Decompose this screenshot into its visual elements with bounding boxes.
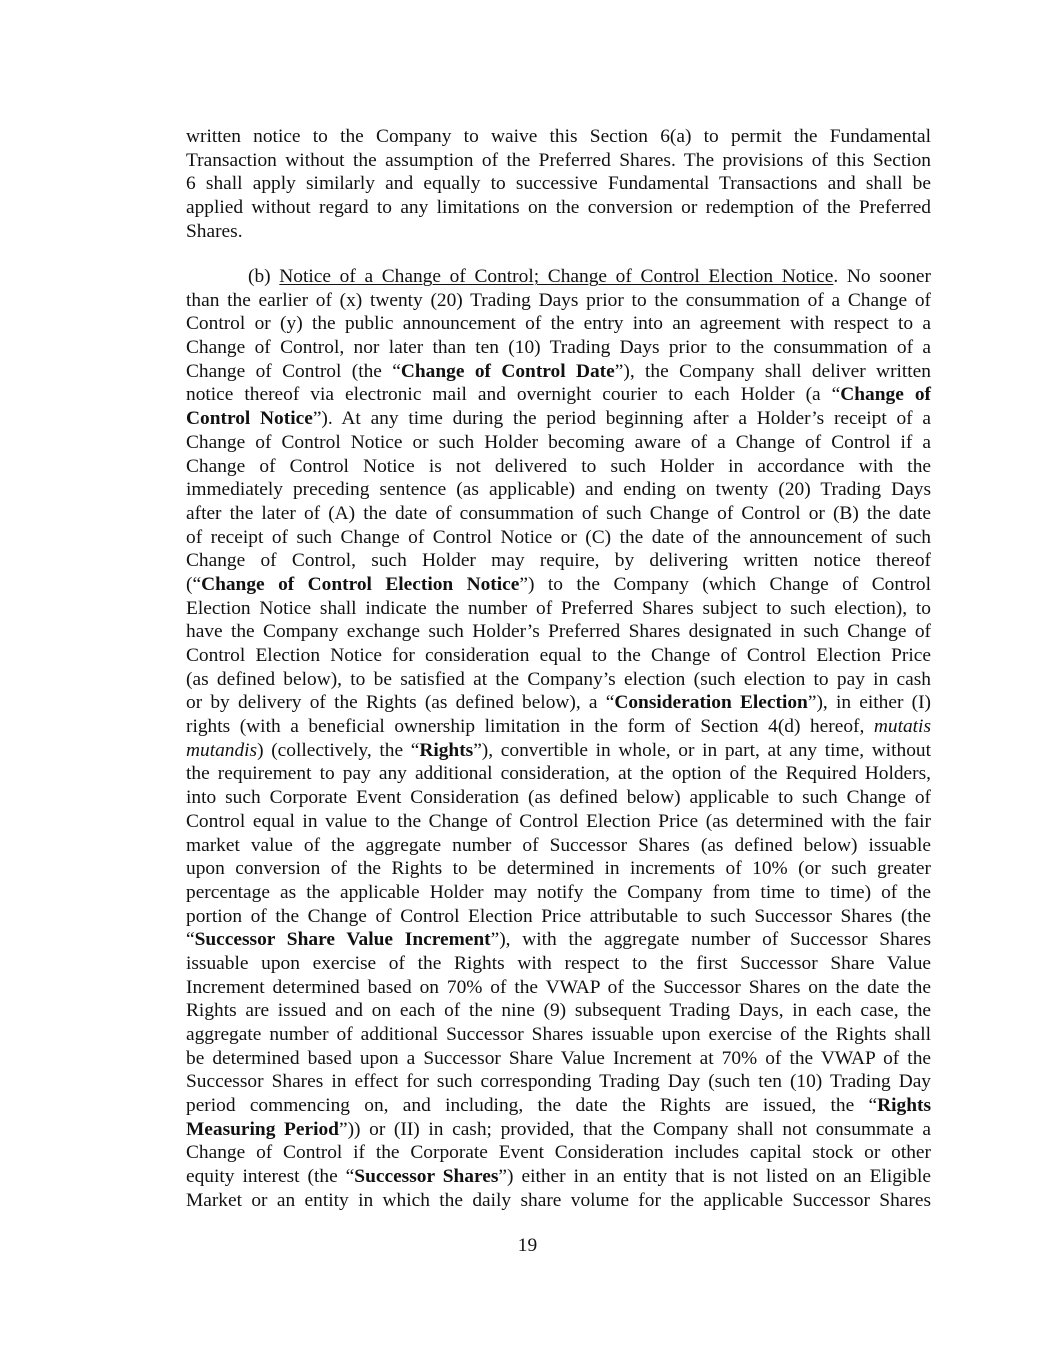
text-line: percentage as the applicable Holder may notify the Company from time to time) of the (186, 881, 931, 903)
text-run: ”). At any time during the period beginning after a Holder’s receipt of a (312, 408, 931, 430)
text-line (186, 928, 931, 952)
defined-term: Change of Control Date (400, 360, 615, 382)
defined-term: Rights (419, 739, 474, 761)
text-run: ”), the Company shall deliver written (614, 360, 931, 382)
text-line: have the Company exchange such Holder’s Preferred Shares designated in such Change of (186, 621, 931, 643)
text-run: ”), convertible in whole, or in part, at any time, without (473, 739, 931, 761)
text-run: ”)) or (II) in cash; provided, that the Company shall not consummate a (338, 1118, 931, 1140)
text-line: Shares. (186, 220, 243, 242)
paragraph-a-continuation (186, 125, 931, 243)
section-b-heading-line (186, 265, 931, 289)
text-line (186, 691, 931, 715)
text-line: Election Notice shall indicate the number of Preferred Shares subject to such election), to (186, 597, 931, 619)
text-line: (as defined below), to be satisfied at the Company’s election (such election to pay in cash (186, 668, 931, 690)
text-line: after the later of (A) the date of consummation of such Change of Control or (B) the date (186, 502, 931, 524)
text-run: equity interest (the “ (186, 1166, 355, 1188)
text-line: portion of the Change of Control Election Price attributable to such Successor Shares (the (186, 905, 931, 927)
text-line: upon conversion of the Rights to be determined in increments of 10% (or such greater (186, 858, 931, 880)
text-line (186, 739, 931, 763)
italic-term: mutatis (873, 716, 931, 738)
text-line: Control equal in value to the Change of Control Election Price (as determined with the fair (186, 810, 931, 832)
text-run: period commencing on, and including, the date the Rights are issued, the “ (186, 1095, 878, 1117)
defined-term: Successor Shares (354, 1166, 499, 1188)
text-line (186, 715, 931, 739)
text-line: Change of Control Notice is not delivered to such Holder in accordance with the (186, 455, 931, 477)
text-line: written notice to the Company to waive this Section 6(a) to permit the Fundamental (186, 126, 931, 147)
text-line: of receipt of such Change of Control Notice or (C) the date of the announcement of such (186, 526, 931, 548)
text-run: or by delivery of the Rights (as defined below), a “ (186, 692, 615, 714)
defined-term: Successor Share Value Increment (194, 929, 491, 951)
section-heading: Notice of a Change of Control; Change of Control Election Notice (279, 266, 834, 287)
italic-term: mutandis (186, 739, 258, 761)
defined-term: Consideration Election (614, 692, 808, 714)
text-line: be determined based upon a Successor Share Value Increment at 70% of the VWAP of the (186, 1047, 931, 1069)
text-run: ”), in either (I) (807, 692, 931, 714)
text-line: Control Election Notice for consideration equal to the Change of Control Election Price (186, 645, 931, 666)
text-run: ”) to the Company (which Change of Control (519, 573, 931, 595)
text-line: market value of the aggregate number of Successor Shares (as defined below) issuable (186, 834, 931, 856)
text-line: Increment determined based on 70% of the VWAP of the Successor Shares on the date the (186, 976, 931, 998)
text-line: Rights are issued and on each of the nine (9) subsequent Trading Days, in each case, the (186, 1000, 931, 1022)
text-line: 6 shall apply similarly and equally to successive Fundamental Transactions and shall be (186, 173, 931, 195)
text-line (186, 407, 931, 431)
text-line: aggregate number of additional Successor Shares issuable upon exercise of the Rights shall (186, 1024, 931, 1045)
text-line: Change of Control, such Holder may require, by delivering written notice thereof (186, 550, 931, 572)
text-run: . No sooner (833, 266, 931, 287)
text-line: applied without regard to any limitations on the conversion or redemption of the Preferred (186, 197, 931, 219)
text-run: (“ (186, 573, 202, 595)
defined-term: Rights (877, 1095, 931, 1117)
text-line: than the earlier of (x) twenty (20) Trading Days prior to the consummation of a Change of (186, 289, 931, 311)
defined-term: Measuring Period (186, 1118, 339, 1140)
text-line: Change of Control Notice or such Holder becoming aware of a Change of Control if a (186, 431, 931, 453)
defined-term: Change of Control Election Notice (201, 573, 520, 595)
text-run: notice thereof via electronic mail and overnight courier to each Holder (a “ (186, 384, 841, 406)
text-line (186, 573, 931, 597)
text-run: ”) either in an entity that is not listed on an Eligible (498, 1166, 932, 1188)
text-line: the requirement to pay any additional consideration, at the option of the Required Holders, (186, 763, 931, 785)
text-line: Market or an entity in which the daily share volume for the applicable Successor Shares (186, 1189, 931, 1211)
defined-term: Control Notice (186, 408, 313, 430)
text-line (186, 383, 931, 407)
text-line: Change of Control if the Corporate Event Consideration includes capital stock or other (186, 1142, 931, 1164)
text-run: ”), with the aggregate number of Successor Shares (490, 929, 931, 951)
text-line (186, 360, 931, 384)
section-b-paragraph (186, 265, 931, 1213)
text-line (186, 1094, 931, 1118)
text-line: Change of Control, nor later than ten (10) Trading Days prior to the consummation of a (186, 337, 931, 359)
page-number: 19 (517, 1235, 538, 1256)
text-run: rights (with a beneficial ownership limitation in the form of Section 4(d) hereof, (186, 716, 874, 738)
text-line: immediately preceding sentence (as applicable) and ending on twenty (20) Trading Days (186, 479, 931, 501)
text-line (186, 1118, 931, 1142)
text-run: ) (collectively, the “ (257, 739, 420, 761)
text-line (186, 1165, 931, 1189)
text-run: “ (186, 929, 195, 951)
text-line: into such Corporate Event Consideration (as defined below) applicable to such Change of (186, 787, 931, 809)
section-label: (b) (248, 266, 271, 287)
text-run: Change of Control (the “ (186, 360, 401, 382)
text-line: issuable upon exercise of the Rights with respect to the first Successor Share Value (186, 952, 931, 974)
text-line: Transaction without the assumption of the Preferred Shares. The provisions of this Section (186, 149, 931, 171)
text-line: Successor Shares in effect for such corresponding Trading Day (such ten (10) Trading Day (186, 1071, 931, 1093)
text-line: Control or (y) the public announcement of the entry into an agreement with respect to a (186, 313, 931, 335)
defined-term: Change of (840, 384, 931, 406)
